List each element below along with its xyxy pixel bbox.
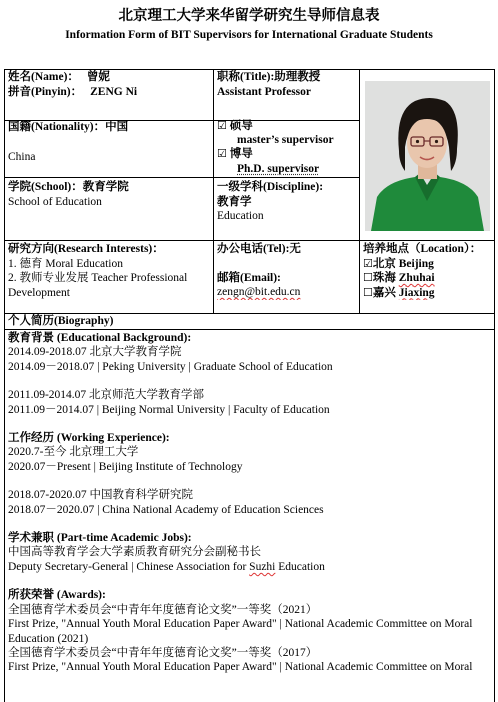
discipline-cell — [217, 180, 357, 224]
nationality-label: 国籍(Nationality)： — [8, 121, 106, 133]
research-item-2-cont: Development — [8, 286, 70, 299]
supervisor-type-cell — [217, 119, 357, 176]
pinyin-label: 拼音(Pinyin)： — [8, 85, 83, 98]
beijing-label-en: Beijing — [398, 257, 434, 270]
work-item-2-en: 2018.07－2020.07 | China National Academy of Education Sciences — [8, 503, 324, 516]
part-time-item-cn: 中国高等教育学会大学素质教育研究分会副秘书长 — [8, 546, 261, 559]
school-cell — [8, 180, 211, 209]
biography-heading: 个人简历(Biography) — [8, 315, 114, 327]
row-divider — [5, 177, 359, 178]
form-title-en: Information Form of BIT Supervisors for International Graduate Students — [65, 29, 433, 41]
masters-checkbox[interactable]: ☑ — [217, 119, 227, 132]
name-value: 曾妮 — [86, 71, 110, 83]
nationality-value-en: China — [8, 150, 36, 163]
education-heading: 教育背景 (Educational Background): — [8, 332, 192, 344]
research-item-2: 2. 教师专业发展 Teacher Professional — [8, 272, 188, 284]
discipline-value-en: Education — [217, 210, 264, 222]
discipline-value-cn: 教育学 — [217, 195, 252, 208]
phd-label-cn: 博导 — [229, 148, 253, 161]
zhuhai-label-en: Zhuhai — [398, 272, 435, 284]
contact-cell — [217, 242, 357, 300]
jiaxing-label-cn: 嘉兴 — [372, 286, 396, 299]
name-cell — [8, 70, 211, 99]
research-item-1: 1. 德育 Moral Education — [8, 257, 123, 270]
work-item-2-cn: 2018.07-2020.07 中国教育科学研究院 — [8, 489, 193, 502]
education-item-1-cn: 2014.09-2018.07 北京大学教育学院 — [8, 346, 182, 359]
awards-heading: 所获荣誉 (Awards): — [8, 589, 106, 602]
school-value-en: School of Education — [8, 195, 102, 208]
part-time-heading: 学术兼职 (Part-time Academic Jobs): — [8, 532, 192, 545]
supervisor-photo — [365, 81, 490, 231]
masters-label-en: master’s supervisor — [237, 134, 334, 147]
discipline-label: 一级学科(Discipline): — [217, 181, 324, 193]
award-item-1-cn: 全国德育学术委员会“中青年年度德育论文奖”一等奖（2021） — [8, 603, 318, 616]
title-label: 职称(Title): — [217, 71, 275, 83]
jiaxing-label-en: Jiaxing — [398, 286, 435, 299]
award-item-2-cn: 全国德育学术委员会“中青年年度德育论文奖”一等奖（2017） — [8, 646, 318, 659]
row-divider — [5, 240, 494, 241]
email-label: 邮箱(Email): — [217, 271, 281, 284]
award-item-1-en: First Prize, "Annual Youth Moral Education Paper Award" | National Academic Committee on Moral Education (2021) — [8, 618, 473, 645]
row-divider — [5, 329, 494, 330]
nationality-value-cn: 中国 — [105, 121, 129, 133]
portrait-image — [365, 81, 490, 231]
phd-label-en: Ph.D. supervisor — [237, 162, 320, 175]
location-label: 培养地点（Location）： — [363, 243, 482, 255]
title-value-cn: 助理教授 — [274, 71, 321, 83]
education-item-2-cn: 2011.09-2014.07 北京师范大学教育学部 — [8, 389, 205, 402]
name-label: 姓名(Name)： — [8, 71, 79, 83]
pinyin-value: ZENG Ni — [90, 85, 138, 98]
research-cell — [8, 242, 211, 300]
beijing-label-cn: 北京 — [372, 257, 396, 270]
masters-label-cn: 硕导 — [229, 120, 253, 132]
education-item-1-en: 2014.09－2018.07 | Peking University | Graduate School of Education — [8, 360, 333, 373]
tel-label: 办公电话(Tel): — [217, 243, 290, 255]
form-title-cn: 北京理工大学来华留学研究生导师信息表 — [118, 8, 380, 24]
biography-body — [8, 331, 493, 702]
col-divider — [359, 70, 360, 313]
jiaxing-checkbox[interactable]: ☐ — [363, 285, 373, 299]
nationality-cell — [8, 120, 211, 164]
zhuhai-checkbox[interactable]: ☐ — [363, 271, 373, 284]
title-cell — [217, 70, 357, 99]
work-heading: 工作经历 (Working Experience): — [8, 432, 170, 445]
col-divider — [213, 70, 214, 313]
title-value-en: Assistant Professor — [217, 85, 312, 98]
part-time-item-en: Deputy Secretary-General | Chinese Association for Suzhi Education — [8, 560, 325, 573]
award-item-2-en: First Prize, "Annual Youth Moral Education Paper Award" | National Academic Committee on Moral — [8, 661, 473, 674]
zhuhai-label-cn: 珠海 — [372, 272, 396, 284]
research-label: 研究方向(Research Interests)： — [8, 243, 164, 255]
work-item-1-cn: 2020.7-至今 北京理工大学 — [8, 446, 139, 459]
info-form-table — [4, 69, 495, 702]
email-link[interactable]: zengn@bit.edu.cn — [217, 286, 301, 298]
phd-checkbox[interactable]: ☑ — [217, 147, 227, 161]
beijing-checkbox[interactable]: ☑ — [363, 256, 373, 270]
school-label: 学院(School)： — [8, 181, 83, 193]
location-cell — [363, 242, 493, 300]
school-value-cn: 教育学院 — [82, 181, 129, 193]
tel-value: 无 — [289, 243, 301, 255]
work-item-1-en: 2020.07－Present | Beijing Institute of Technology — [8, 460, 243, 473]
education-item-2-en: 2011.09－2014.07 | Beijing Normal University | Faculty of Education — [8, 403, 330, 416]
